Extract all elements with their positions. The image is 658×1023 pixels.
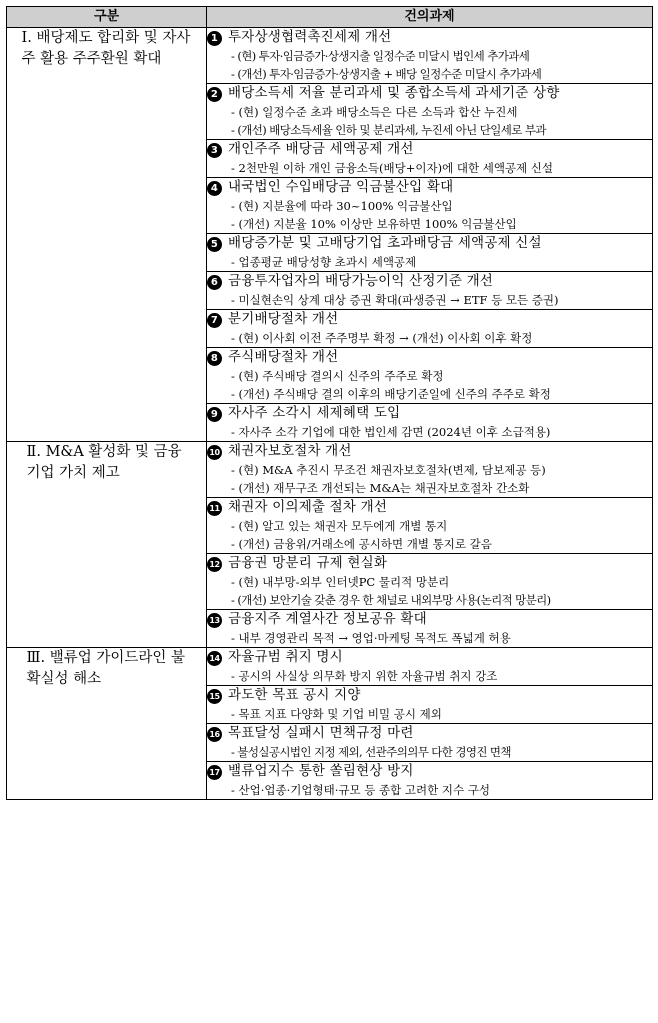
circled-number-icon: 5: [207, 237, 222, 252]
circled-number-icon: 17: [207, 765, 222, 780]
item-title: 12 금융권 망분리 규제 현실화: [207, 554, 652, 573]
item-7: [207, 310, 653, 348]
item-6: [207, 272, 653, 310]
header-proposals: 건의과제: [207, 7, 653, 28]
item-15: [207, 686, 653, 724]
section-2-label: Ⅱ. M&A 활성화 및 금융기업 가치 제고: [7, 442, 207, 648]
item-line: - 업종평균 배당성향 초과시 세액공제: [231, 255, 417, 269]
item-17: [207, 762, 653, 800]
item-title: 7 분기배당절차 개선: [207, 310, 652, 329]
item-8: [207, 348, 653, 404]
circled-number-icon: 14: [207, 651, 222, 666]
item-9: [207, 404, 653, 442]
item-line: - (현) 이사회 이전 주주명부 확정 → (개선) 이사회 이후 확정: [231, 331, 533, 345]
item-title: 17 밸류업지수 통한 쏠림현상 방지: [207, 762, 652, 781]
item-1: [207, 28, 653, 84]
circled-number-icon: 2: [207, 87, 222, 102]
item-title: 16 목표달성 실패시 면책규정 마련: [207, 724, 652, 743]
item-line: - (현) 알고 있는 채권자 모두에게 개별 통지: [231, 519, 448, 533]
item-line: - (개선) 재무구조 개선되는 M&A는 채권자보호절차 간소화: [231, 481, 530, 495]
item-12: [207, 554, 653, 610]
item-line: - (개선) 투자·임금증가·상생지출 + 배당 일정수준 미달시 추가과세: [231, 67, 542, 81]
item-title: 11 채권자 이의제출 절차 개선: [207, 498, 652, 517]
item-title: 4 내국법인 수입배당금 익금불산입 확대: [207, 178, 652, 197]
item-title: 8 주식배당절차 개선: [207, 348, 652, 367]
item-line: - 산업·업종·기업형태·규모 등 종합 고려한 지수 구성: [231, 783, 490, 797]
item-line: - (개선) 금융위/거래소에 공시하면 개별 통지로 갈음: [231, 537, 492, 551]
circled-number-icon: 16: [207, 727, 222, 742]
section-1-label: Ⅰ. 배당제도 합리화 및 자사주 활용 주주환원 확대: [7, 28, 207, 442]
circled-number-icon: 15: [207, 689, 222, 704]
item-title: 13 금융지주 계열사간 정보공유 확대: [207, 610, 652, 629]
item-10: [207, 442, 653, 498]
proposal-document: [6, 6, 652, 800]
item-13: [207, 610, 653, 648]
table-row: [7, 442, 653, 498]
circled-number-icon: 1: [207, 31, 222, 46]
circled-number-icon: 4: [207, 181, 222, 196]
item-16: [207, 724, 653, 762]
table-header-row: [7, 7, 653, 28]
item-line: - (현) 내부망-외부 인터넷PC 물리적 망분리: [231, 575, 450, 589]
item-line: - 자사주 소각 기업에 대한 법인세 감면 (2024년 이후 소급적용): [231, 425, 551, 439]
circled-number-icon: 11: [207, 501, 222, 516]
circled-number-icon: 7: [207, 313, 222, 328]
item-line: - 공시의 사실상 의무화 방지 위한 자율규범 취지 강조: [231, 669, 498, 683]
item-line: - 2천만원 이하 개인 금융소득(배당+이자)에 대한 세액공제 신설: [231, 161, 554, 175]
item-line: - (현) 일정수준 초과 배당소득은 다른 소득과 합산 누진세: [231, 105, 518, 119]
item-title: 1 투자상생협력촉진세제 개선: [207, 28, 652, 47]
item-11: [207, 498, 653, 554]
item-line: - (개선) 주식배당 결의 이후의 배당기준일에 신주의 주주로 확정: [231, 387, 551, 401]
item-line: - (현) M&A 추진시 무조건 채권자보호절차(변제, 담보제공 등): [231, 463, 546, 477]
item-title: 15 과도한 목표 공시 지양: [207, 686, 652, 705]
circled-number-icon: 13: [207, 613, 222, 628]
item-line: - 내부 경영관리 목적 → 영업·마케팅 목적도 폭넓게 허용: [231, 631, 511, 645]
circled-number-icon: 8: [207, 351, 222, 366]
item-14: [207, 648, 653, 686]
proposal-table: [6, 6, 653, 800]
item-line: - (현) 주식배당 결의시 신주의 주주로 확정: [231, 369, 444, 383]
item-title: 14 자율규범 취지 명시: [207, 648, 652, 667]
item-title: 2 배당소득세 저율 분리과세 및 종합소득세 과세기준 상향: [207, 84, 652, 103]
section-3-label: Ⅲ. 밸류업 가이드라인 불확실성 해소: [7, 648, 207, 800]
item-2: [207, 84, 653, 140]
item-title: 5 배당증가분 및 고배당기업 초과배당금 세액공제 신설: [207, 234, 652, 253]
table-row: [7, 28, 653, 84]
item-line: - (개선) 보안기술 갖춘 경우 한 채널로 내외부망 사용(논리적 망분리): [231, 593, 551, 607]
item-title: 3 개인주주 배당금 세액공제 개선: [207, 140, 652, 159]
item-line: - 불성실공시법인 지정 제외, 선관주의의무 다한 경영진 면책: [231, 745, 511, 759]
item-line: - (현) 투자·임금증가·상생지출 일정수준 미달시 법인세 추가과세: [231, 49, 530, 63]
header-category: 구분: [7, 7, 207, 28]
circled-number-icon: 6: [207, 275, 222, 290]
item-title: 10 채권자보호절차 개선: [207, 442, 652, 461]
item-line: - (개선) 지분율 10% 이상만 보유하면 100% 익금불산입: [231, 217, 517, 231]
circled-number-icon: 3: [207, 143, 222, 158]
item-3: [207, 140, 653, 178]
item-4: [207, 178, 653, 234]
circled-number-icon: 10: [207, 445, 222, 460]
table-row: [7, 648, 653, 686]
item-line: - (개선) 배당소득세율 인하 및 분리과세, 누진세 아닌 단일세로 부과: [231, 123, 546, 137]
item-title: 9 자사주 소각시 세제혜택 도입: [207, 404, 652, 423]
item-line: - 목표 지표 다양화 및 기업 비밀 공시 제외: [231, 707, 442, 721]
item-line: - 미실현손익 상계 대상 증권 확대(파생증권 → ETF 등 모든 증권): [231, 293, 559, 307]
circled-number-icon: 9: [207, 407, 222, 422]
item-line: - (현) 지분율에 따라 30~100% 익금불산입: [231, 199, 453, 213]
item-title: 6 금융투자업자의 배당가능이익 산정기준 개선: [207, 272, 652, 291]
item-5: [207, 234, 653, 272]
circled-number-icon: 12: [207, 557, 222, 572]
